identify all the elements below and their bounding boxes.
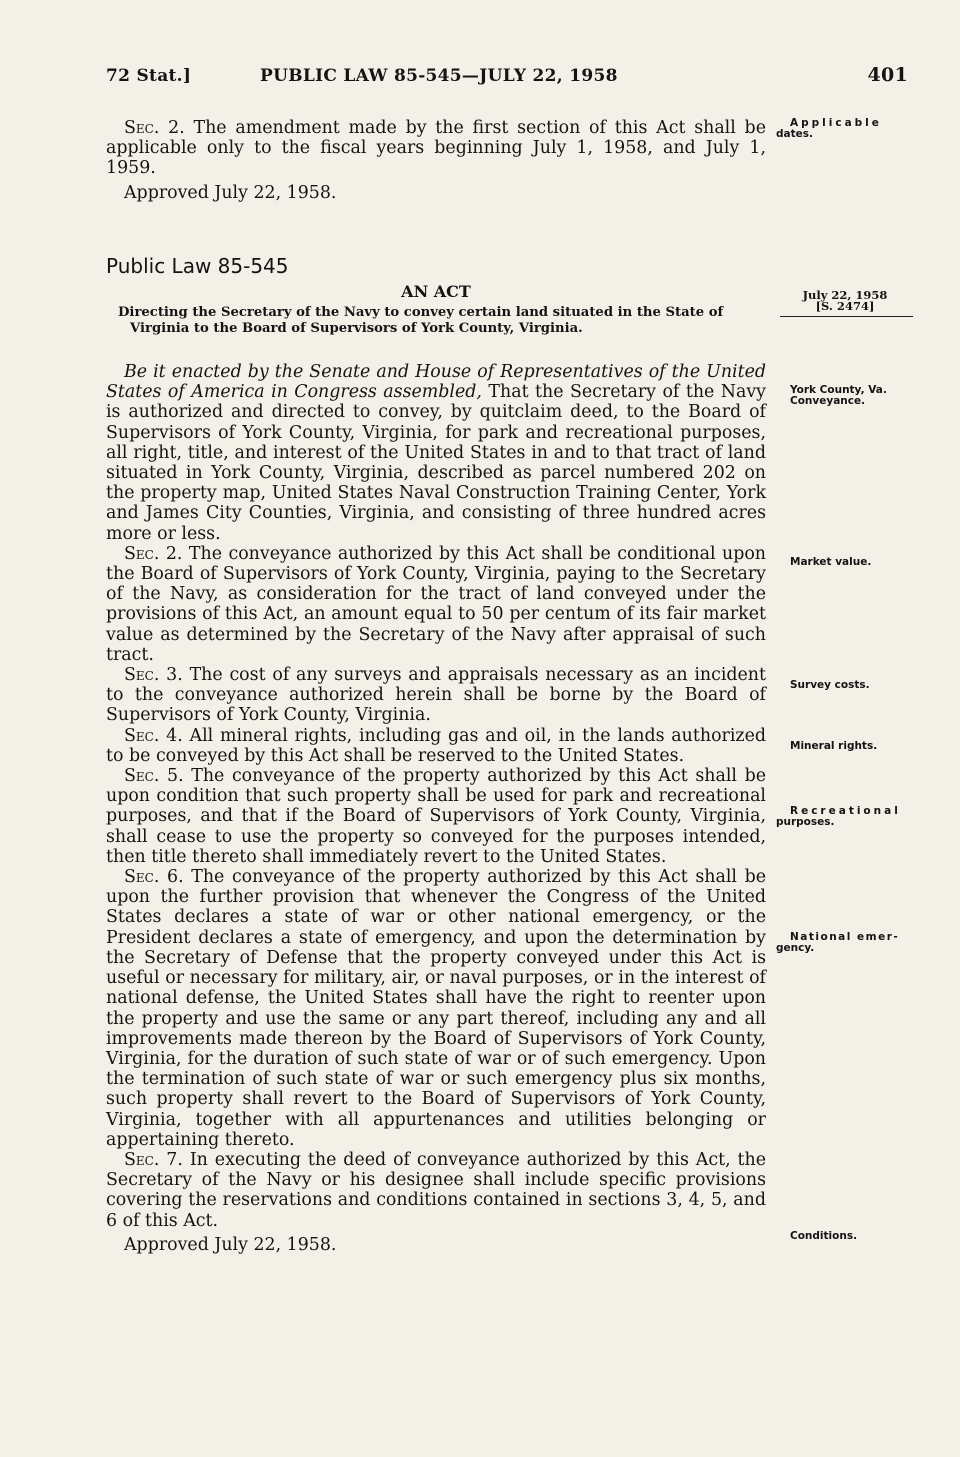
section-text: The conveyance authorized by this Act shall be conditional upon the Board of Supervisors of York County, Virginia, paying to the Secretary of the Navy, as consideration for the tract of land conveyed under the provisions of this Act, an amount equal to 50 per centum of its fair market value as determined by the Secretary of the Navy after appraisal of such tract. bbox=[106, 543, 766, 665]
margin-note-survey-costs: Survey costs. bbox=[790, 679, 870, 691]
margin-note-market-value: Market value. bbox=[790, 556, 872, 568]
section-text: The amendment made by the first section of this Act shall be applicable only to the fiscal years beginning July 1, 1958, and July 1, 1959. bbox=[106, 118, 766, 179]
section-3 bbox=[106, 665, 766, 726]
statute-volume: 72 Stat.] bbox=[106, 66, 192, 86]
section-text: In executing the deed of conveyance authorized by this Act, the Secretary of the Navy or his designee shall include specific provisions covering the reservations and conditions contained in sections 3, 4, 5, and 6 of this Act. bbox=[106, 1149, 766, 1231]
section-label: Sec. 5. bbox=[124, 766, 184, 787]
running-title: PUBLIC LAW 85-545—JULY 22, 1958 bbox=[260, 66, 618, 86]
note-line: Applicable bbox=[790, 117, 882, 129]
section-text: The conveyance of the property authorized by this Act shall be upon the further provision that whenever the Congress of the United States declares a state of war or other national emergency, or the President declares a state of emergency, and upon the determination by the Secretary of Defense that the property conveyed under this Act is useful or necessary for military, air, or naval purposes, or in the interest of national defense, the United States shall have the right to reenter upon the property and use the same or any part thereof, including any and all improvements made thereon by the Board of Supervisors of York County, Virginia, for the duration of such state of war or of such emergency. Upon the termination of such state of war or such emergency plus six months, such property shall revert to the Board of Supervisors of York County, Virginia, together with all appurtenances and utilities belonging or appertaining thereto. bbox=[106, 867, 766, 1150]
section-label: Sec. 3. bbox=[124, 665, 183, 686]
public-law-title: Public Law 85-545 bbox=[106, 254, 289, 278]
note-line: Recreational bbox=[790, 805, 901, 817]
section-4 bbox=[106, 726, 766, 766]
section-1-text: That the Secretary of the Navy is authorized and directed to convey, by quitclaim deed, to the Board of Supervisors of York County, Virginia, for park and recreational purposes, all right, title, and interest of the United States in and to that tract of land situated in York County, Virginia, described as parcel numbered 202 on the property map, United States Naval Construction Training Center, York and James City Counties, Virginia, and consisting of three hundred acres more or less. bbox=[106, 382, 766, 544]
prior-act-section bbox=[106, 118, 766, 203]
section-label: Sec. 2. bbox=[124, 543, 183, 564]
margin-note-national-emergency bbox=[776, 932, 916, 954]
section-6 bbox=[106, 867, 766, 1150]
section-label: Sec. 2. bbox=[124, 118, 185, 138]
margin-note-applicable-dates bbox=[776, 118, 916, 140]
section-label: Sec. 7. bbox=[124, 1149, 183, 1170]
note-line: purposes. bbox=[776, 816, 835, 828]
section-5 bbox=[106, 766, 766, 867]
margin-note-mineral-rights: Mineral rights. bbox=[790, 740, 878, 752]
note-line: dates. bbox=[776, 128, 813, 140]
section-label: Sec. 6. bbox=[124, 867, 184, 888]
note-line: York County, Va. bbox=[790, 384, 887, 396]
section-text: The cost of any surveys and appraisals necessary as an incident to the conveyance authorized herein shall be borne by the Board of Supervisors of York County, Virginia. bbox=[106, 665, 766, 726]
margin-note-conditions: Conditions. bbox=[790, 1230, 858, 1242]
act-body bbox=[106, 362, 766, 1255]
prior-sec-2 bbox=[106, 118, 766, 179]
act-purpose: Directing the Secretary of the Navy to convey certain land situated in the State of Virginia to the Board of Supervisors of York County, Virginia. bbox=[118, 305, 724, 336]
section-7 bbox=[106, 1150, 766, 1231]
note-line: gency. bbox=[776, 942, 815, 954]
margin-note-recreational bbox=[776, 806, 916, 828]
section-1 bbox=[106, 362, 766, 544]
note-line: July 22, 1958 bbox=[802, 288, 888, 302]
section-text: All mineral rights, including gas and oil, in the lands authorized to be conveyed by this Act shall be reserved to the United States. bbox=[106, 725, 766, 766]
enacting-clause: Be it enacted by the Senate and House of Representatives of the United States of America in Congress assembled, bbox=[106, 362, 766, 403]
margin-rule bbox=[780, 316, 913, 317]
section-2 bbox=[106, 544, 766, 665]
note-line: Conveyance. bbox=[790, 395, 866, 407]
section-label: Sec. 4. bbox=[124, 725, 183, 746]
an-act-heading: AN ACT bbox=[401, 282, 471, 301]
section-text: The conveyance of the property authorized by this Act shall be upon condition that such property shall be used for park and recreational purposes, and that if the Board of Supervisors of York County, Virginia, shall cease to use the property so conveyed for the purposes intended, then title thereto shall immediately revert to the United States. bbox=[106, 766, 766, 867]
margin-note-york-county bbox=[790, 385, 930, 407]
margin-note-date bbox=[790, 290, 900, 312]
act-approved: Approved July 22, 1958. bbox=[124, 1234, 337, 1255]
note-line: National emer- bbox=[790, 931, 900, 943]
prior-approved: Approved July 22, 1958. bbox=[124, 182, 337, 203]
note-line: [S. 2474] bbox=[815, 299, 875, 313]
page-number: 401 bbox=[867, 64, 908, 86]
